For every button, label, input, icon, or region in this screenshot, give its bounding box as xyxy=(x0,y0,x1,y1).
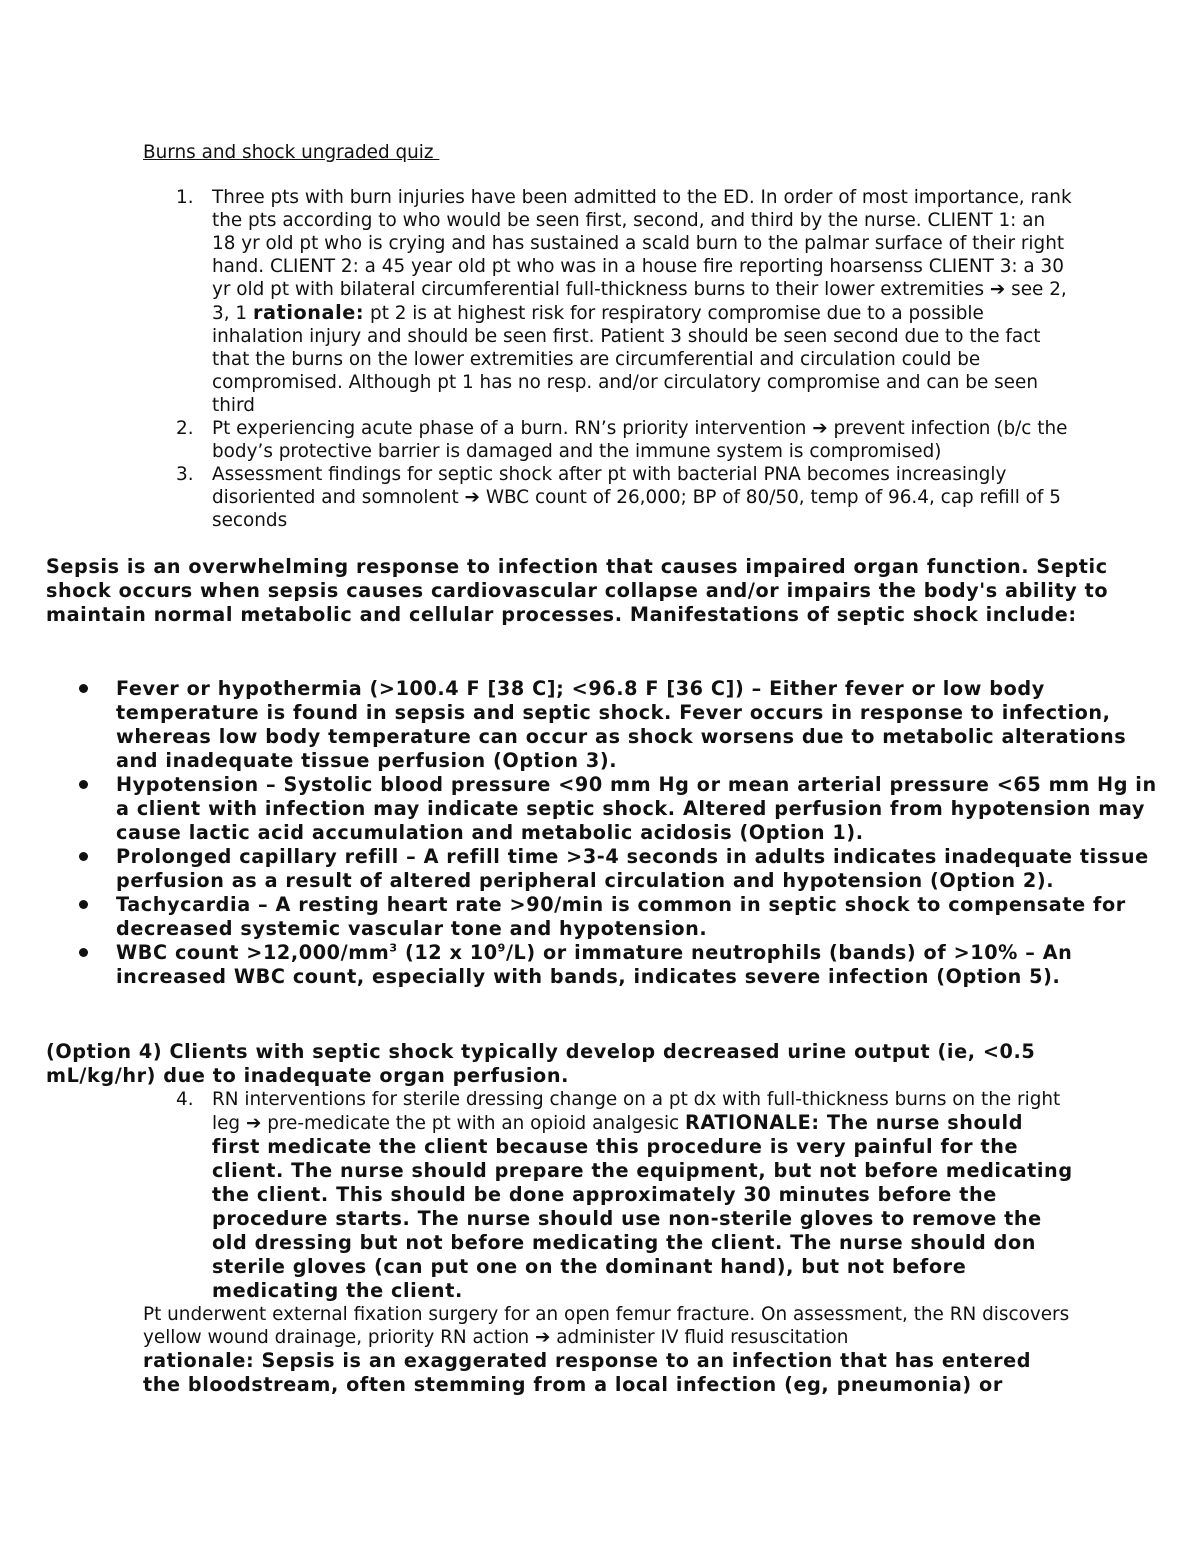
question-text: Three pts with burn injuries have been admitted to the ED. In order of most importance, rank the pts according to who would be seen first, second, and third by the nurse. CLIENT 1: an 18 yr old pt who is crying and has sustained a scald burn to the palmar surface of their right hand. CLIENT 2: a 45 year old pt who was in a house fire reporting hoarsenss CLIENT 3: a 30 yr old pt with bilateral circumferential full-thickness burns to their lower extremities xyxy=(212,187,1072,300)
bullet-wbc xyxy=(46,941,1166,989)
answer-text: see 2, 3, 1 xyxy=(212,279,1067,324)
rationale-label: rationale: xyxy=(143,1349,255,1372)
bullet-text: Prolonged capillary refill – A refill time >3-4 seconds in adults indicates inadequate tissue perfusion as a result of altered peripheral circulation and hypotension (Option 2). xyxy=(116,845,1149,892)
rationale-text: Sepsis is an exaggerated response to an infection that has entered the bloodstream, often stemming from a local infection (eg, pneumonia) or xyxy=(143,1349,1032,1396)
bullet-dot-icon xyxy=(79,684,88,693)
numbered-list xyxy=(143,186,1073,532)
answer-text: prevent infection (b/c the body’s protective barrier is damaged and the immune system is compromised) xyxy=(212,418,1068,462)
question-text: Pt underwent external fixation surgery for an open femur fracture. On assessment, the RN discovers yellow wound drainage, priority RN action xyxy=(143,1304,1070,1348)
femur-fracture-question xyxy=(143,1303,1073,1397)
question-text: RN interventions for sterile dressing change on a pt dx with full-thickness burns on the right leg xyxy=(212,1089,1061,1134)
answer-text: WBC count of 26,000; BP of 80/50, temp of 96.4, cap refill of 5 seconds xyxy=(212,487,1061,531)
arrow-icon: ➔ xyxy=(464,487,480,508)
answer-text: pre-medicate the pt with an opioid analgesic xyxy=(261,1113,686,1134)
option4-paragraph: (Option 4) Clients with septic shock typically develop decreased urine output (ie, <0.5 mL/kg/hr) due to inadequate organ perfusion. xyxy=(46,1040,1036,1087)
bullet-text: Hypotension – Systolic blood pressure <90 mm Hg or mean arterial pressure <65 mm Hg in a client with infection may indicate septic shock. Altered perfusion from hypotension may cause lactic acid accumulation and metabolic acidosis (Option 1). xyxy=(116,773,1157,844)
arrow-icon: ➔ xyxy=(989,279,1006,300)
bullet-capillary-refill xyxy=(46,845,1166,893)
arrow-icon: ➔ xyxy=(534,1327,551,1348)
list-item-1 xyxy=(143,186,1073,417)
rationale-label: RATIONALE: xyxy=(685,1111,820,1134)
bullet-tachycardia xyxy=(46,893,1166,941)
bullet-text: Fever or hypothermia (>100.4 F [38 C]; <96.8 F [36 C]) – Either fever or low body temperature is found in sepsis and septic shock. Fever occurs in response to infection, whereas low body temperature can occur as shock worsens due to metabolic alterations and inadequate tissue perfusion (Option 3). xyxy=(116,677,1127,772)
list-number: 2. xyxy=(176,418,194,439)
rationale-label: rationale: xyxy=(252,301,365,324)
manifestations-list xyxy=(46,677,1166,989)
arrow-icon: ➔ xyxy=(812,418,828,439)
bullet-dot-icon xyxy=(79,900,88,909)
list-item-3 xyxy=(143,463,1073,532)
arrow-icon: ➔ xyxy=(245,1113,262,1134)
answer-text: administer IV fluid resuscitation xyxy=(550,1327,849,1348)
bullet-text: (12 x 10 xyxy=(397,941,498,964)
list-item-4 xyxy=(143,1088,1073,1303)
bullet-dot-icon xyxy=(79,852,88,861)
bullet-text: WBC count >12,000/mm xyxy=(116,941,390,964)
bullet-text: Tachycardia – A resting heart rate >90/min is common in septic shock to compensate for decreased systemic vascular tone and hypotension. xyxy=(116,893,1126,940)
superscript: 9 xyxy=(497,941,506,955)
rationale-text: pt 2 is at highest risk for respiratory compromise due to a possible inhalation injury and should be seen first. Patient 3 should be seen second due to the fact that the burns on the lower extremities are circumferential and circulation could be compromised. Although pt 1 has no resp. and/or circulatory compromise and can be seen third xyxy=(212,303,1041,416)
list-item-2 xyxy=(143,417,1073,463)
bullet-dot-icon xyxy=(79,948,88,957)
sepsis-paragraph: Sepsis is an overwhelming response to infection that causes impaired organ function. Septic shock occurs when sepsis causes cardiovascular collapse and/or impairs the body's ability to maintain normal metabolic and cellular processes. Manifestations of septic shock include: xyxy=(46,555,1109,626)
list-number: 4. xyxy=(176,1089,194,1110)
rationale-text: The nurse should first medicate the client because this procedure is very painful for the client. The nurse should prepare the equipment, but not before medicating the client. This should be done approximately 30 minutes before the procedure starts. The nurse should use non-sterile gloves to remove the old dressing but not before medicating the client. The nurse should don sterile gloves (can put one on the dominant hand), but not before medicating the client. xyxy=(212,1111,1073,1302)
superscript: 3 xyxy=(389,941,398,955)
bullet-text: /L) or immature neutrophils (bands) of >10% – An increased WBC count, especially with bands, indicates severe infection (Option 5). xyxy=(116,941,1073,988)
bullet-dot-icon xyxy=(79,780,88,789)
list-item-4-body xyxy=(143,1088,1073,1303)
question-text: Assessment findings for septic shock after pt with bacterial PNA becomes increasingly disoriented and somnolent xyxy=(212,464,1007,508)
bullet-fever xyxy=(46,677,1166,773)
bullet-hypotension xyxy=(46,773,1166,845)
list-number: 3. xyxy=(176,464,194,485)
page-title: Burns and shock ungraded quiz xyxy=(143,142,440,163)
list-number: 1. xyxy=(176,187,194,208)
question-text: Pt experiencing acute phase of a burn. RN’s priority intervention xyxy=(212,418,813,439)
